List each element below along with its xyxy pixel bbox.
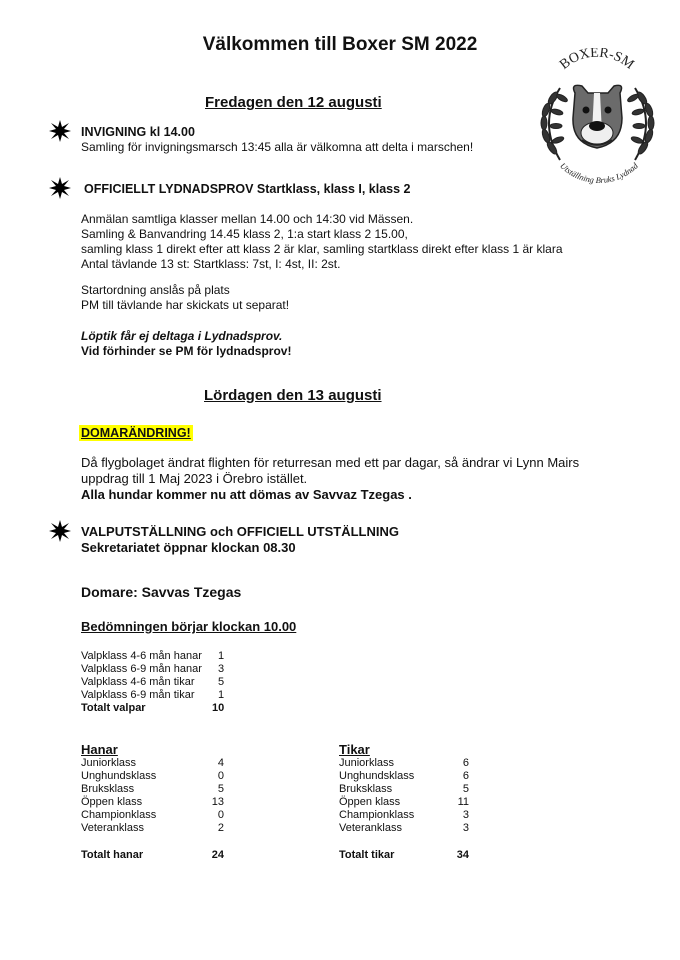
males-total: Totalt hanar 24 [81,849,224,861]
table-row: Juniorklass 6 [339,757,469,769]
obedience-line: Antal tävlande 13 st: Startklass: 7st, I: 4st, II: 2st. [81,257,341,271]
starburst-bullet-icon [49,177,71,199]
show-subheading: Sekretariatet öppnar klockan 08.30 [81,540,296,555]
opening-heading: INVIGNING kl 14.00 [81,125,195,139]
table-row: Juniorklass 4 [81,757,224,769]
table-row: Veteranklass 2 [81,822,224,834]
judge-change-line: Då flygbolaget ändrat flighten för returresan med ett par dagar, så ändrar vi Lynn Mairs [81,455,580,470]
judge-change-label: DOMARÄNDRING! [81,426,191,440]
starburst-bullet-icon [49,520,71,542]
table-row: Unghundsklass 6 [339,770,469,782]
obedience-line: PM till tävlande har skickats ut separat! [81,298,290,312]
males-heading: Hanar [81,742,118,757]
boxer-head-icon [573,85,622,148]
logo-top-text: BOXER-SM [557,48,637,73]
obedience-note-italic: Löptik får ej deltaga i Lydnadsprov. [81,329,283,343]
table-row: Öppen klass 13 [81,796,224,808]
list-item: Valpklass 6-9 mån hanar 3 [81,663,225,675]
list-item: Valpklass 6-9 mån tikar 1 [81,689,225,701]
females-heading: Tikar [339,742,370,757]
table-row: Championklass 3 [339,809,469,821]
table-row: Championklass 0 [81,809,224,821]
list-item: Valpklass 4-6 mån hanar 1 [81,650,225,662]
friday-heading: Fredagen den 12 augusti [205,94,382,111]
saturday-heading: Lördagen den 13 augusti [204,387,382,404]
table-row: Unghundsklass 0 [81,770,224,782]
table-row: Bruksklass 5 [339,783,469,795]
table-row: Bruksklass 5 [81,783,224,795]
obedience-heading: OFFICIELLT LYDNADSPROV Startklass, klass I, klass 2 [84,182,411,196]
judge-change-line: uppdrag till 1 Maj 2023 i Örebro istället. [81,471,308,486]
obedience-line: samling klass 1 direkt efter att klass 2 är klar, samling startklass direkt efter klass 1 är klara [81,242,563,256]
table-row: Öppen klass 11 [339,796,469,808]
table-row: Veteranklass 3 [339,822,469,834]
judge-name: Domare: Savvas Tzegas [81,584,242,600]
obedience-line: Anmälan samtliga klasser mellan 14.00 och 14:30 vid Mässen. [81,212,414,226]
list-item: Valpklass 4-6 mån tikar 5 [81,676,225,688]
judge-change-bold: Alla hundar kommer nu att dömas av Savvaz Tzegas . [81,487,412,502]
obedience-note-bold: Vid förhinder se PM för lydnadsprov! [81,344,292,358]
show-heading: VALPUTSTÄLLNING och OFFICIELL UTSTÄLLNING [81,524,399,539]
logo-bottom-text: Utställning Bruks Lydnad [558,160,640,186]
obedience-line: Startordning anslås på plats [81,283,230,297]
boxer-sm-logo [530,48,665,188]
females-total: Totalt tikar 34 [339,849,469,861]
judging-start: Bedömningen börjar klockan 10.00 [81,619,297,634]
page-title: Välkommen till Boxer SM 2022 [202,34,478,55]
obedience-line: Samling & Banvandring 14.45 klass 2, 1:a start klass 2 15.00, [81,227,408,241]
starburst-bullet-icon [49,120,71,142]
puppy-total: Totalt valpar 10 [81,702,225,714]
opening-text: Samling för invigningsmarsch 13:45 alla är välkomna att delta i marschen! [81,140,474,154]
